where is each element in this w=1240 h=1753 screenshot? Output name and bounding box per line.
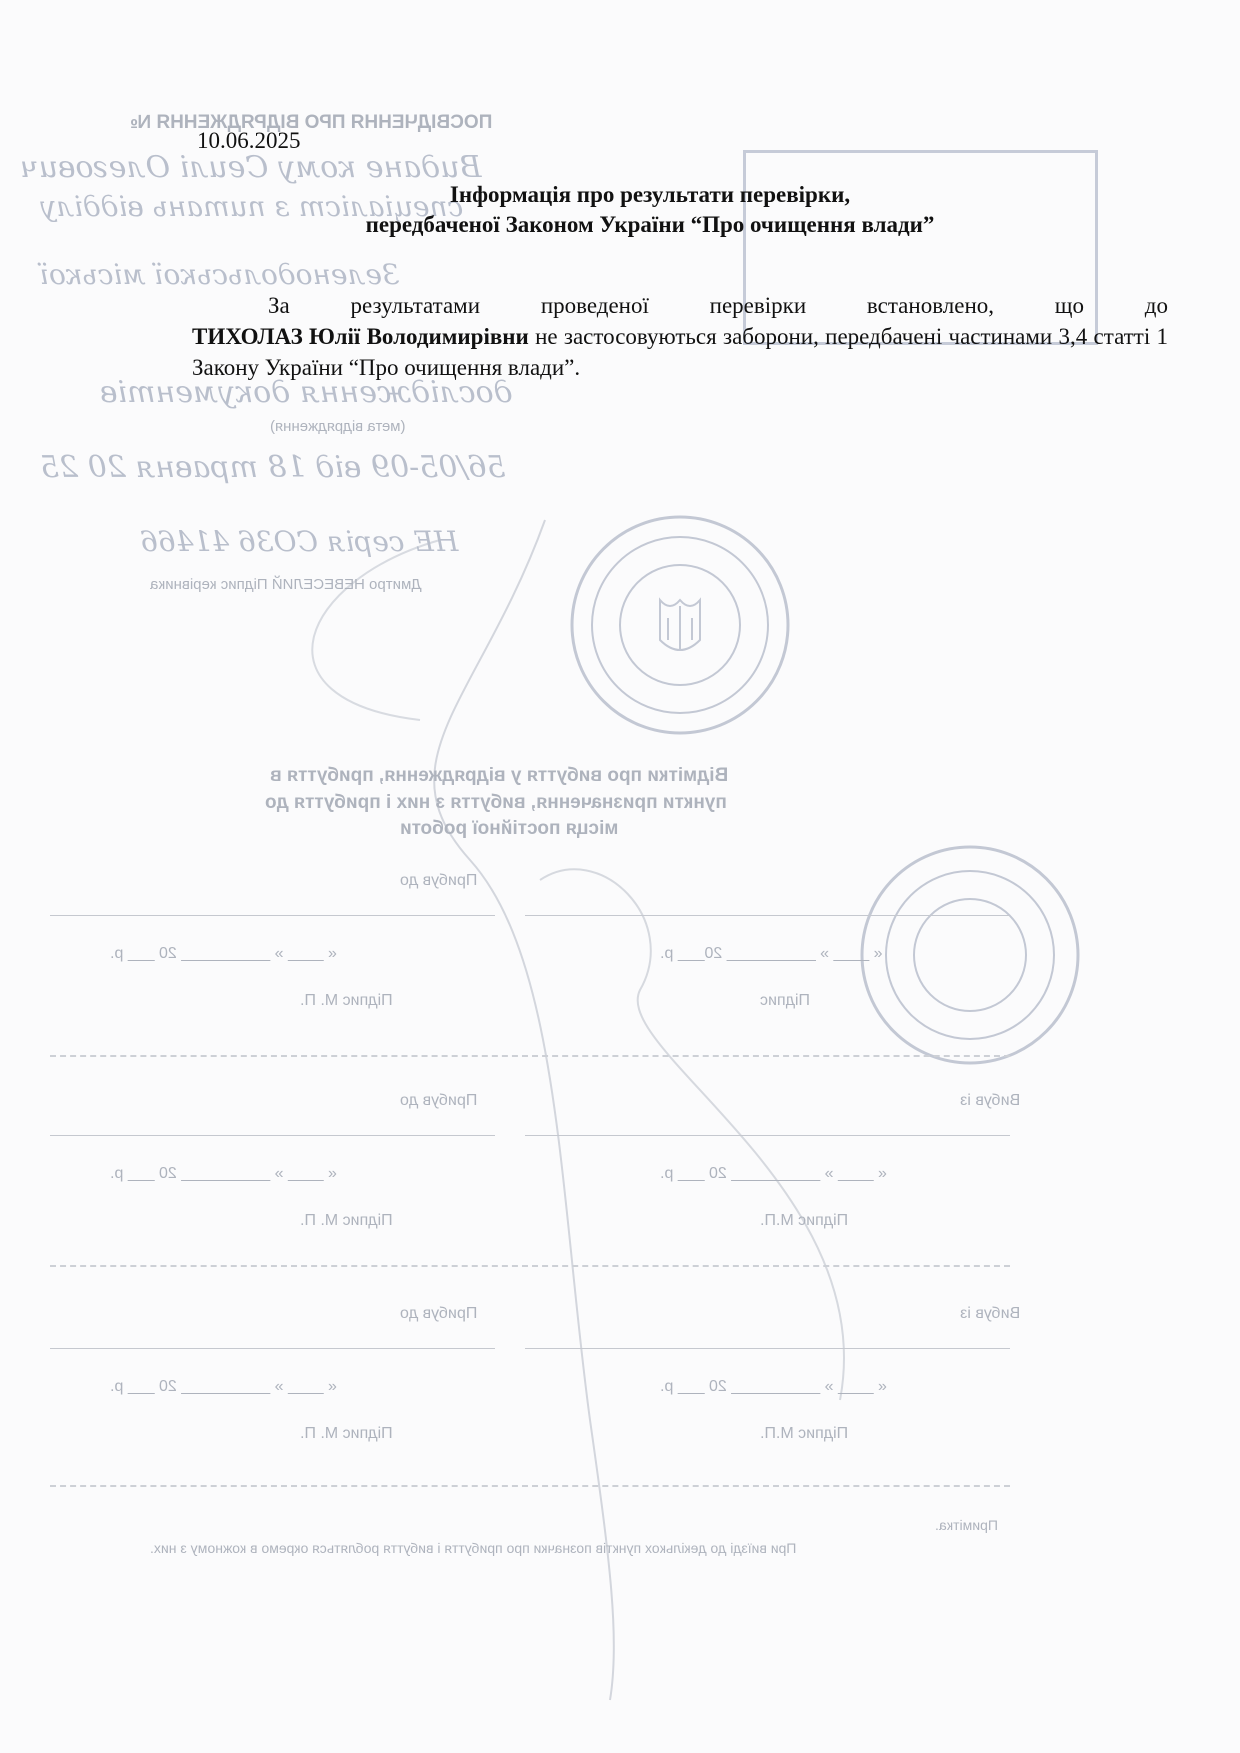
document-date: 10.06.2025 [197, 128, 301, 153]
document-title [0, 180, 1240, 240]
trident-emblem-icon [572, 517, 788, 733]
body-part-2: не застосовуються заборони, передбачені частинами 3,4 статті 1 Закону України “Про очищення влади”. [192, 324, 1168, 380]
round-seal-icon [862, 847, 1078, 1063]
person-name: ТИХОЛАЗ Юлії Володимирівни [192, 324, 529, 349]
body-first-line [192, 290, 1168, 321]
document-body [192, 290, 1168, 383]
title-line-2: передбаченої Законом України “Про очищення влади” [365, 212, 935, 237]
body-part-1: За результатами проведеної перевірки встановлено, що до [268, 293, 1168, 318]
title-line-1: Інформація про результати перевірки, [449, 182, 851, 207]
document-page: ПОСВІДЧЕННЯ ПРО ВІДРЯДЖЕННЯ № Видане кому Сеилі Олегович спеціаліст з питань відділу Зеленодольської міської дослідження документів (мета відрядження) 56/05-09 від 18 травня 20 25 НЕ серія СО36 41466 Дмитро НЕВЕСЕЛИЙ Підпис керівника Відмітки про вибуття у відрядження, прибуття в пункти призначення, вибуття з них і прибуття до місця постійної роботи Прибув до « ____ » __________ 20 ___ р. « ____ » __________ 20___ р. Підпис М. П. Підпис Прибув до Вибув із « ____ » __________ 20 ___ р. « ____ » __________ 20 ___ р. Підпис М. П. Підпис М.П. Прибув до Вибув із « ____ » __________ 20 ___ р. « ____ » __________ 20 ___ р. Підпис М. П. Підпис М.П. Примітка. При виїзді до декількох пунктів позначки про прибуття і вибуття робляться окремо в кожному з них. 10.06.2025 Інформація про результати перевірки, передбаченої Законом України “Про очищення влади” За результатами проведеної перевірки встановлено, що до ТИХОЛАЗ Юлії Володимирівни не застосовуються заборони, передбачені частинами 3,4 статті 1 Закону України “Про очищення влади”. [0, 0, 1240, 1753]
